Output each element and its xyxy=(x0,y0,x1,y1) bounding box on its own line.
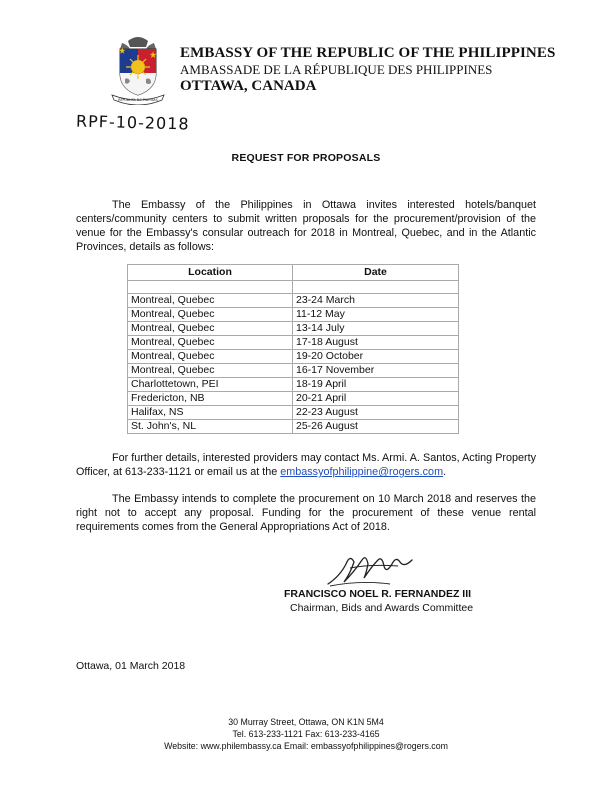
date-cell: 18-19 April xyxy=(293,378,459,392)
location-cell: St. John's, NL xyxy=(128,420,293,434)
footer-web-email: Website: www.philembassy.ca Email: embassyofphilippines@rogers.com xyxy=(164,741,448,751)
signatory-name: FRANCISCO NOEL R. FERNANDEZ III xyxy=(284,588,472,600)
footer-phones: Tel. 613-233-1121 Fax: 613-233-4165 xyxy=(232,729,380,739)
signatory-title: Chairman, Bids and Awards Committee xyxy=(290,602,474,614)
date-cell: 22-23 August xyxy=(293,406,459,420)
location-column-header: Location xyxy=(128,265,293,281)
handwritten-signature xyxy=(320,546,420,590)
date-cell: 23-24 March xyxy=(293,294,459,308)
table-header-row xyxy=(128,265,459,281)
date-cell: 16-17 November xyxy=(293,364,459,378)
table-row xyxy=(128,420,459,434)
date-cell: 20-21 April xyxy=(293,392,459,406)
procurement-intent-paragraph xyxy=(76,492,536,534)
date-cell: 11-12 May xyxy=(293,308,459,322)
letterhead-embassy-name-en: EMBASSY OF THE REPUBLIC OF THE PHILIPPINES xyxy=(180,45,556,61)
table-row xyxy=(128,308,459,322)
date-column-header: Date xyxy=(293,265,459,281)
contact-text: For further details, interested providers may contact Ms. Armi. A. Santos, Acting Property Officer, at 613-233-1121 or email us at the xyxy=(76,452,536,478)
date-cell: 25-26 August xyxy=(293,420,459,434)
handwritten-reference-number: RPF-10-2018 xyxy=(75,111,190,134)
table-row xyxy=(128,406,459,420)
location-cell: Halifax, NS xyxy=(128,406,293,420)
date-cell: 19-20 October xyxy=(293,350,459,364)
intent-text: The Embassy intends to complete the procurement on 10 March 2018 and reserves the right not to accept any proposal. Funding for the procurement of these venue rental requirements comes from the General Appropriations Act of 2018. xyxy=(76,493,536,533)
location-cell: Montreal, Quebec xyxy=(128,308,293,322)
letterhead-embassy-name-fr: AMBASSADE DE LA RÉPUBLIQUE DES PHILIPPINES xyxy=(180,62,493,77)
location-cell: Montreal, Quebec xyxy=(128,350,293,364)
table-row xyxy=(128,336,459,350)
letterhead-city: OTTAWA, CANADA xyxy=(180,78,317,94)
intro-text: The Embassy of the Philippines in Ottawa invites interested hotels/banquet centers/community centers to submit written proposals for the procurement/provision of the venue for the Embassy's consular outreach for 2018 in Montreal, Quebec, and in the Atlantic Provinces, details as follows: xyxy=(76,199,536,253)
location-cell: Charlottetown, PEI xyxy=(128,378,293,392)
table-row xyxy=(128,364,459,378)
contact-end: . xyxy=(443,466,447,478)
location-cell: Montreal, Quebec xyxy=(128,364,293,378)
contact-paragraph xyxy=(76,451,536,479)
venue-schedule-table xyxy=(127,264,459,434)
table-row xyxy=(128,392,459,406)
svg-text:REPUBLIKA NG PILIPINAS: REPUBLIKA NG PILIPINAS xyxy=(118,98,158,102)
location-cell: Montreal, Quebec xyxy=(128,336,293,350)
date-cell: 13-14 July xyxy=(293,322,459,336)
document-title: REQUEST FOR PROPOSALS xyxy=(231,152,381,164)
location-cell: Montreal, Quebec xyxy=(128,322,293,336)
location-cell: Montreal, Quebec xyxy=(128,294,293,308)
intro-paragraph xyxy=(76,198,536,254)
table-row xyxy=(128,378,459,392)
table-row xyxy=(128,322,459,336)
table-row xyxy=(128,350,459,364)
footer-address: 30 Murray Street, Ottawa, ON K1N 5M4 xyxy=(228,717,384,727)
philippine-coat-of-arms-seal xyxy=(108,33,168,105)
dateline: Ottawa, 01 March 2018 xyxy=(76,660,186,672)
contact-email-link[interactable]: embassyofphilippine@rogers.com xyxy=(280,466,444,478)
table-spacer-row xyxy=(128,281,459,294)
date-cell: 17-18 August xyxy=(293,336,459,350)
location-cell: Fredericton, NB xyxy=(128,392,293,406)
table-row xyxy=(128,294,459,308)
